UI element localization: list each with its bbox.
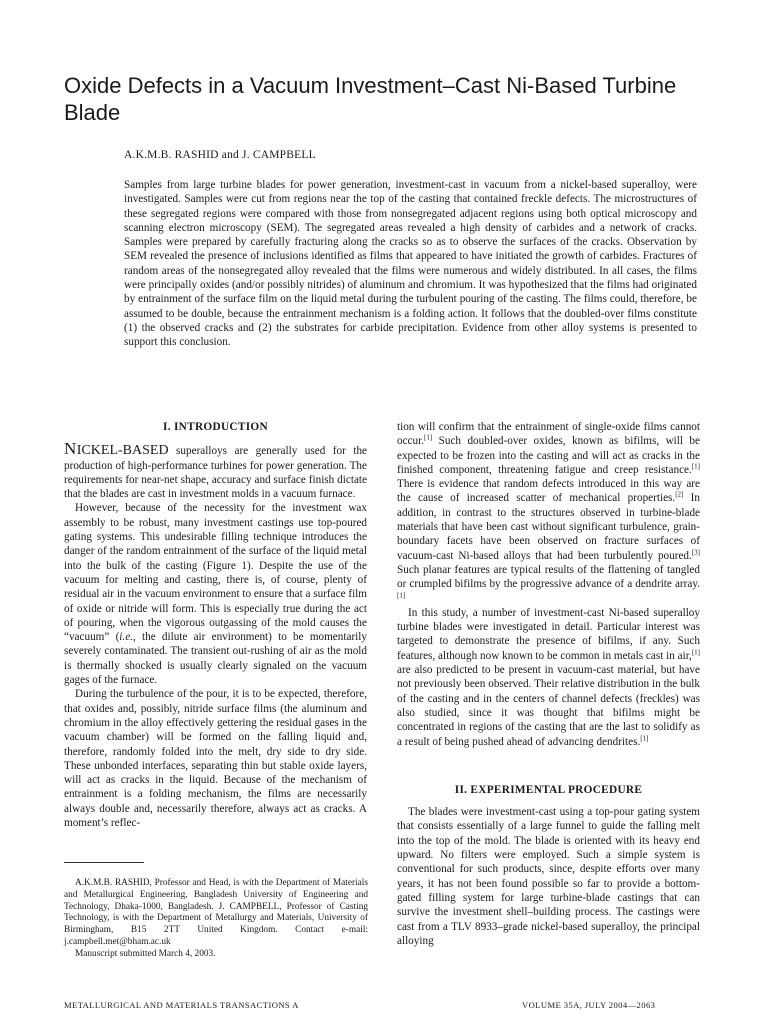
footnote (64, 878, 368, 961)
intro-paragraph-1 (64, 439, 367, 501)
intro-paragraph-2: However, because of the necessity for the investment wax assembly to be robust, many investment castings use top-poured gating systems. This undesirable filling technique introduces the danger of the random entrainment of the surface of the liquid metal into the bulk of the casting (Figure 1). Despite the use of the vacuum for melting and casting, there is, of course, plenty of residual air in the vacuum environment to ensure that a surface film of oxide or nitride will form. This is especially true during the act of pouring, when the vigorous outgassing of the mold causes the “vacuum” (i.e., the dilute air environment) to be momentarily severely contaminated. The transient out-rushing of air as the mold is thermally shocked is usually clearly signaled on the vacuum gages of the furnace. (64, 502, 367, 687)
intro-paragraph-1-text: superalloys are generally used for the production of high-performance turbines for power generation. The requirements for near-net shape, accuracy and surface finish dictate that the blades are cast in investment molds in a vacuum furnace. (64, 445, 367, 501)
abstract: Samples from large turbine blades for power generation, investment-cast in vacuum from a nickel-based superalloy, were investigated. Samples were cut from regions near the top of the casting that contained freckle defects. The microstructures of these segregated regions were compared with those from nonsegregated adjacent regions using both optical microscopy and scanning electron microscopy (SEM). The segregated areas revealed a high density of carbides and a network of cracks. Samples were prepared by carefully fracturing along the cracks so as to observe the surfaces of the cracks. Observation by SEM revealed the presence of inclusions identified as films that appeared to have initiated the growth of carbides. Fractures of random areas of the nonsegregated alloy revealed that the films were numerous and widely distributed. In all cases, the films were principally oxides (and/or possibly nitrides) of aluminum and chromium. It was hypothesized that the films had originated by entrainment of the surface film on the liquid metal during the turbulent pouring of the casting. The films could, therefore, be assumed to be double, because the entrainment mechanism is a folding action. It follows that the doubled-over films constitute (1) the observed cracks and (2) the substrates for carbide precipitation. Evidence from other alloy systems is presented to support this conclusion. (124, 179, 697, 349)
footnote-submitted: Manuscript submitted March 4, 2003. (75, 948, 216, 959)
running-footer-journal: METALLURGICAL AND MATERIALS TRANSACTIONS A (64, 1000, 299, 1010)
paper-title: Oxide Defects in a Vacuum Investment–Cast Ni-Based Turbine Blade (64, 73, 677, 125)
footnote-affiliation: A.K.M.B. RASHID, Professor and Head, is with the Department of Materials and Metallurgical Engineering, Bangladesh University of Engineering and Technology, Dhaka-1000, Bangladesh. J. CAMPBELL, Professor of Casting Technology, is with the Department of Metallurgy and Materials, University of Birmingham, B15 2TT United Kingdom. Contact e-mail: j.campbell.met@bham.ac.uk (64, 878, 368, 947)
intro-paragraph-5: In this study, a number of investment-cast Ni-based superalloy turbine blades were investigated in detail. Particular interest was targeted to demonstrate the presence of bifilms, if any. Such features, although now known to be common in metals cast in air,[1] are also predicted to be present in vacuum-cast material, but have not previously been observed. Their relative distribution in the bulk of the casting and in the centers of channel defects (freckles) was also studied, since it was thought that bifilms might be concentrated in regions of the casting that are the last to solidify as a result of being pushed ahead of advancing dendrites.[1] (397, 606, 700, 748)
section-heading-experimental: II. EXPERIMENTAL PROCEDURE (454, 783, 643, 796)
section-heading-introduction: I. INTRODUCTION (163, 421, 268, 433)
experimental-paragraph-1: The blades were investment-cast using a top-pour gating system that consists essentially of a large funnel to guide the falling melt into the top of the mold. The blade is oriented with its heavy end upward. No filters were employed. Such a simple system is conventional for such products, since, despite efforts over many years, it has not been found possible so far to provide a bottom-gated filling system for large turbine-blade castings that can survive the investment shell–building process. The castings were cast from a TLV 8933–grade nickel-based superalloy, the principal alloying (397, 806, 700, 947)
footnote-rule (64, 862, 144, 863)
right-column (397, 420, 700, 948)
intro-paragraph-4: tion will confirm that the entrainment of single-oxide films cannot occur.[1] Such doubled-over oxides, known as bifilms, will be expected to be frozen into the casting and will act as cracks in the finished component, threatening fatigue and creep resistance.[1] There is evidence that random defects introduced in this way are the cause of increased scatter of mechanical properties.[2] In addition, in contrast to the structures observed in turbine-blade materials that have been cast without significant turbulence, grain-boundary facets have been observed on fracture surfaces of vacuum-cast Ni-based alloys that had been turbulently poured.[3] Such planar features are typical results of the flattening of tangled or crumpled bifilms by the progressive advance of a dendrite array.[1] (397, 421, 701, 599)
left-column (64, 420, 367, 830)
lead-in-smallcaps: ICKEL-BASED (76, 443, 169, 459)
running-footer-volume: VOLUME 35A, JULY 2004—2063 (522, 1000, 656, 1010)
intro-paragraph-3: During the turbulence of the pour, it is to be expected, therefore, that oxides and, possibly, nitride surface films (the aluminum and chromium in the alloy effectively gettering the residual gases in the vacuum chamber) will be formed on the falling liquid and, therefore, randomly folded into the melt, dry side to dry side. These unbonded interfaces, separating thin but stable oxide layers, will act as cracks in the liquid. Because of the mechanism of entrainment is a folding mechanism, the films are necessarily always double and, necessarily therefore, always act as cracks. A moment’s reflec- (64, 688, 367, 830)
drop-cap: N (64, 439, 77, 459)
author-line: A.K.M.B. RASHID and J. CAMPBELL (124, 149, 316, 161)
